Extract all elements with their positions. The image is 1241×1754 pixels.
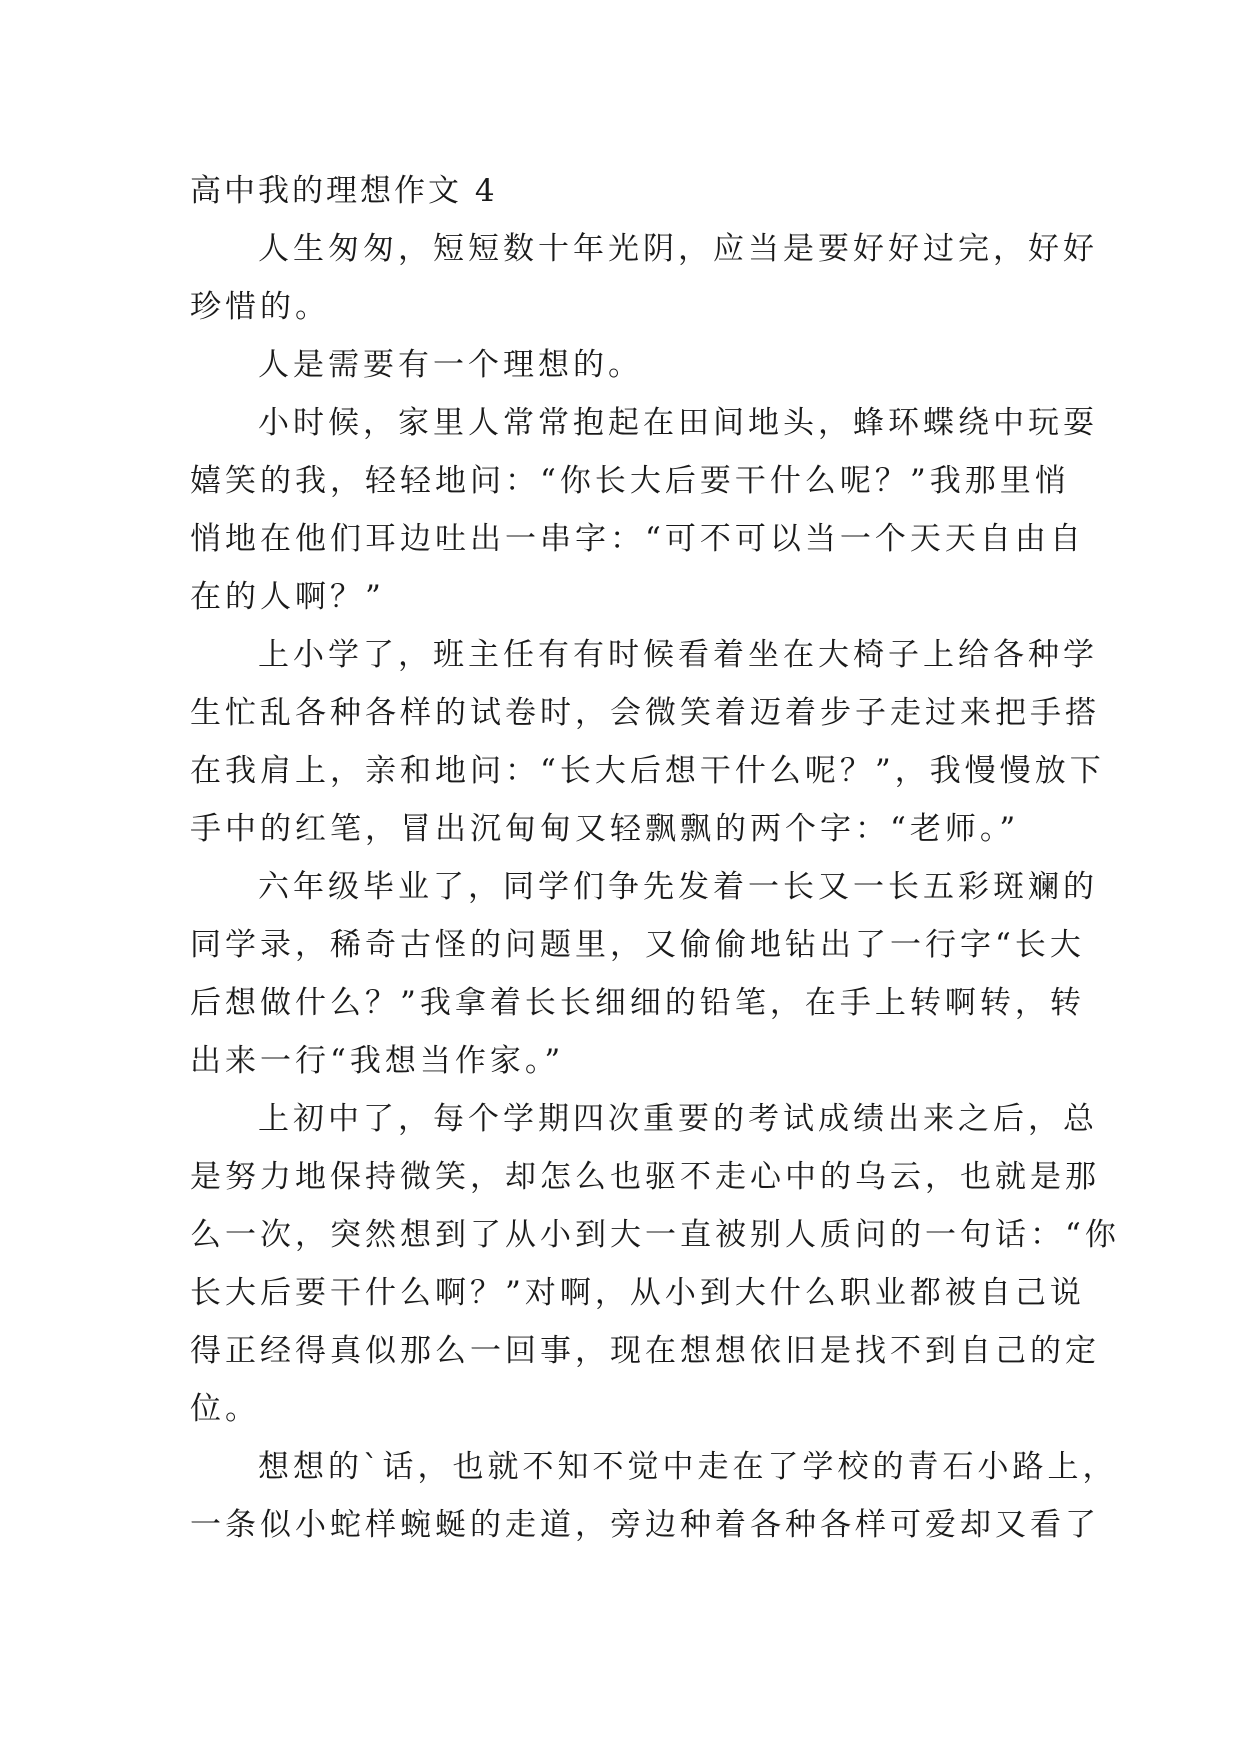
paragraph-7 (190, 1438, 1118, 1554)
paragraph-line: 人是需要有一个理想的。 (258, 347, 643, 383)
paragraph-line: 生忙乱各种各样的试卷时，会微笑着迈着步子走过来把手搭 (190, 695, 1100, 731)
paragraph-5 (190, 858, 1098, 1090)
paragraph-line: 悄地在他们耳边吐出一串字：“可不可以当一个天天自由自 (190, 521, 1085, 557)
paragraph-4 (190, 626, 1105, 858)
paragraph-line: 是努力地保持微笑，却怎么也驱不走心中的乌云，也就是那 (190, 1159, 1100, 1195)
paragraph-line: 出来一行“我想当作家。” (190, 1043, 565, 1079)
paragraph-line: 六年级毕业了，同学们争先发着一长又一长五彩斑斓的 (258, 869, 1098, 905)
paragraph-line: 在的人啊？” (190, 579, 385, 615)
paragraph-line: 么一次，突然想到了从小到大一直被别人质问的一句话：“你 (190, 1217, 1120, 1253)
paragraph-line: 在我肩上，亲和地问：“长大后想干什么呢？”，我慢慢放下 (190, 753, 1105, 789)
paragraph-1 (190, 220, 1098, 336)
paragraph-line: 位。 (190, 1391, 260, 1427)
paragraph-line: 珍惜的。 (190, 289, 330, 325)
paragraph-line: 小时候，家里人常常抱起在田间地头，蜂环蝶绕中玩耍 (258, 405, 1098, 441)
paragraph-line: 上初中了，每个学期四次重要的考试成绩出来之后，总 (258, 1101, 1098, 1137)
paragraph-line: 嬉笑的我，轻轻地问：“你长大后要干什么呢？”我那里悄 (190, 463, 1070, 499)
paragraph-6 (190, 1090, 1120, 1438)
paragraph-line: 手中的红笔，冒出沉甸甸又轻飘飘的两个字：“老师。” (190, 811, 1020, 847)
paragraph-line: 上小学了，班主任有有时候看着坐在大椅子上给各种学 (258, 637, 1098, 673)
paragraph-line: 一条似小蛇样蜿蜒的走道，旁边种着各种各样可爱却又看了 (190, 1507, 1100, 1543)
document-body (190, 162, 1120, 1554)
paragraph-line: 后想做什么？”我拿着长长细细的铅笔，在手上转啊转，转 (190, 985, 1085, 1021)
paragraph-2 (190, 336, 1052, 394)
document-title: 高中我的理想作文 4 (190, 173, 498, 209)
paragraph-line: 得正经得真似那么一回事，现在想想依旧是找不到自己的定 (190, 1333, 1100, 1369)
paragraph-3 (190, 394, 1098, 626)
paragraph-line: 人生匆匆，短短数十年光阴，应当是要好好过完，好好 (258, 231, 1098, 267)
paragraph-line: 同学录，稀奇古怪的问题里，又偷偷地钻出了一行字“长大 (190, 927, 1085, 963)
paragraph-line: 想想的`话，也就不知不觉中走在了学校的青石小路上， (258, 1449, 1118, 1485)
paragraph-line: 长大后要干什么啊？”对啊，从小到大什么职业都被自己说 (190, 1275, 1085, 1311)
